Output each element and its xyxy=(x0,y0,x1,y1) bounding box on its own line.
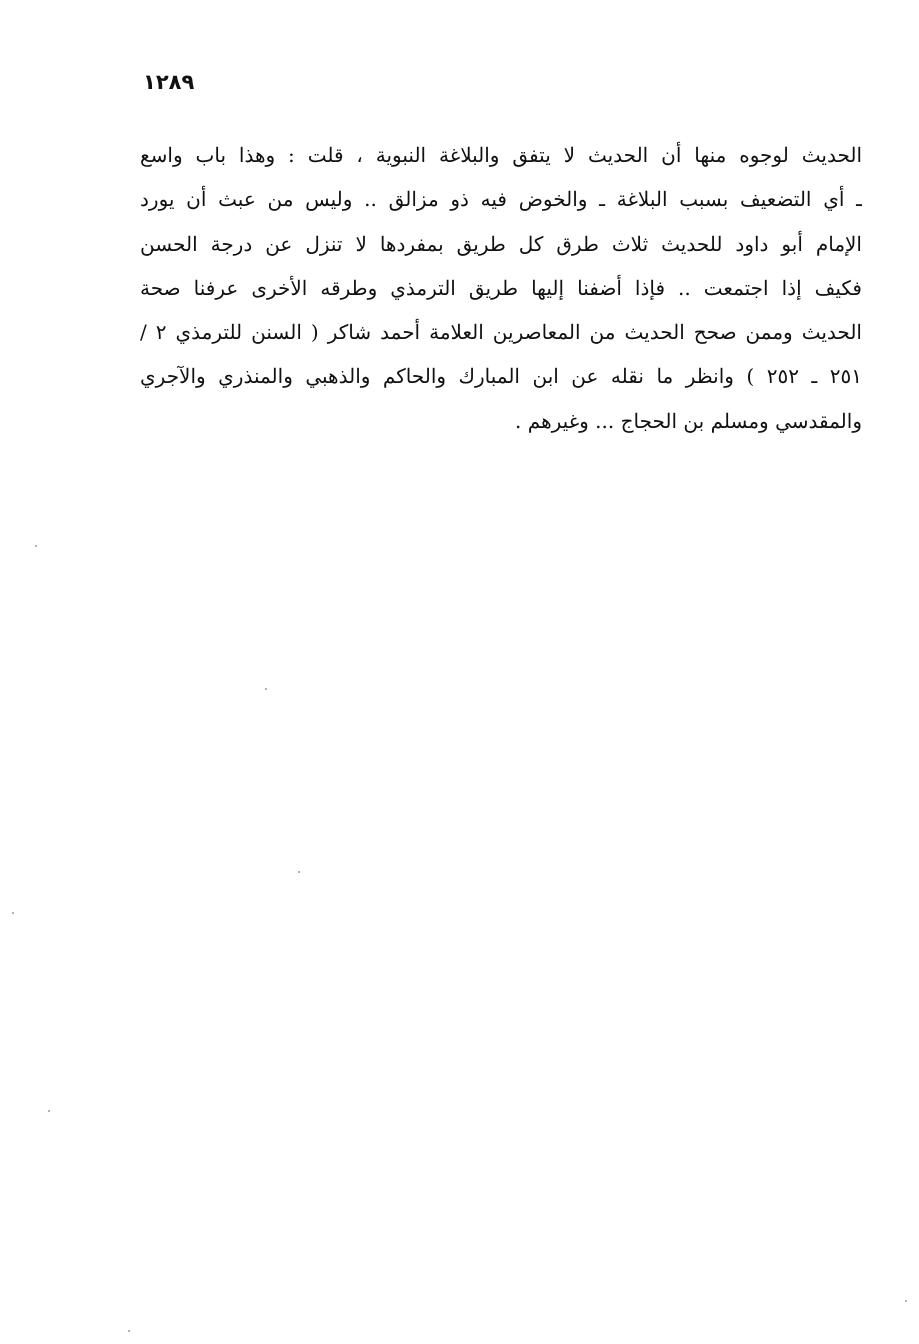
text-line: ٢٥١ ـ ٢٥٢ ) وانظر ما نقله عن ابن المبارك والحاكم والذهبي والمنذري والآجري xyxy=(140,364,862,389)
scan-speck xyxy=(12,912,14,914)
scan-speck xyxy=(905,1300,907,1302)
body-paragraph xyxy=(140,133,862,443)
text-line: الحديث لوجوه منها أن الحديث لا يتفق والبلاغة النبوية ، قلت : وهذا باب واسع xyxy=(140,143,862,167)
scan-speck xyxy=(128,1330,130,1332)
scan-speck xyxy=(35,545,37,547)
text-line: ـ أي التضعيف بسبب البلاغة ـ والخوض فيه ذو مزالق .. وليس من عبث أن يورد xyxy=(140,187,862,212)
text-line: فكيف إذا اجتمعت .. فإذا أضفنا إليها طريق الترمذي وطرقه الأخرى عرفنا صحة xyxy=(140,275,862,300)
text-line: الحديث وممن صحح الحديث من المعاصرين العلامة أحمد شاكر ( السنن للترمذي ٢ / xyxy=(140,320,862,345)
scan-speck xyxy=(265,688,267,690)
page-number: ١٢٨٩ xyxy=(143,70,195,94)
scan-speck xyxy=(48,1110,50,1112)
text-line: والمقدسي ومسلم بن الحجاج ... وغيرهم . xyxy=(515,408,862,433)
text-line: الإمام أبو داود للحديث ثلاث طرق كل طريق بمفردها لا تنزل عن درجة الحسن xyxy=(140,231,862,256)
scan-speck xyxy=(298,871,300,873)
